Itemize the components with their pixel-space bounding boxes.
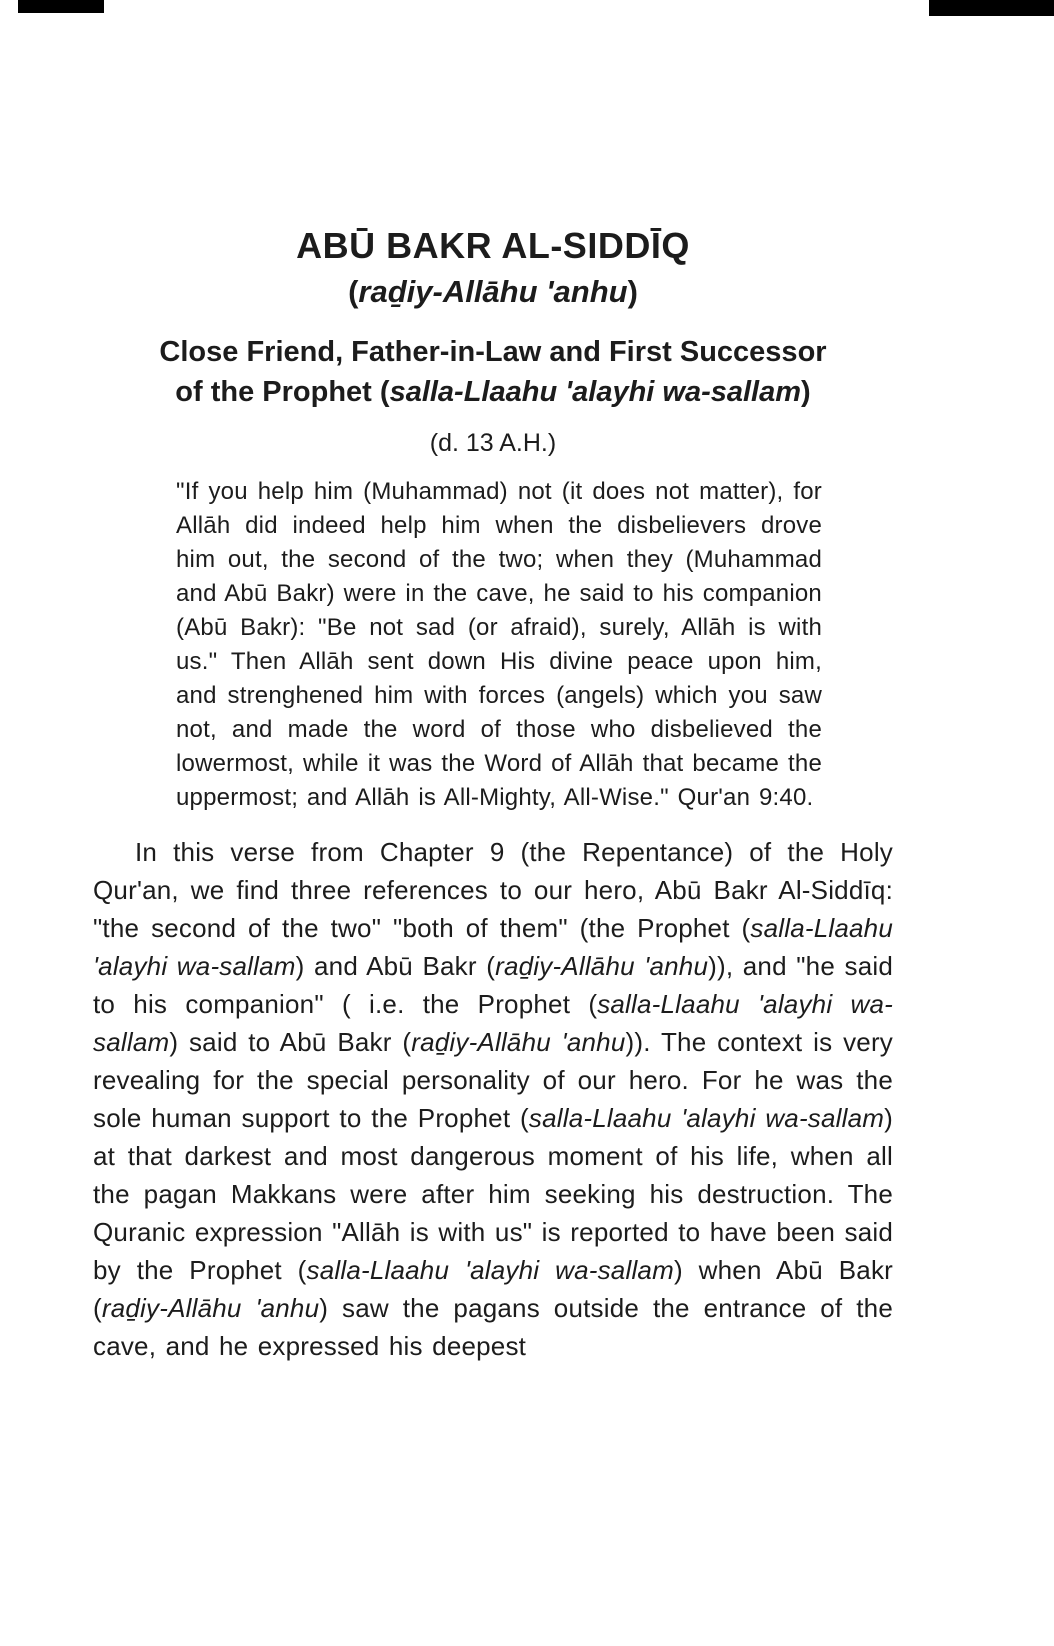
body-paragraph: In this verse from Chapter 9 (the Repentance) of the Holy Qur'an, we find three references to our hero, Abū Bakr Al-Siddīq: "the second of the two" "both of them" (the Prophet (salla-Llaahu 'alayhi wa-sallam) and Abū Bakr (raḏiy-Allāhu 'anhu)), and "he said to his companion" ( i.e. the Prophet (salla-Llaahu 'alayhi wa-sallam) said to Abū Bakr (raḏiy-Allāhu 'anhu)). The context is very revealing for the special personality of our hero. For he was the sole human support to the Prophet (salla-Llaahu 'alayhi wa-sallam) at that darkest and most dangerous moment of his life, when all the pagan Makkans were after him seeking his destruction. The Quranic expression "Allāh is with us" is reported to have been said by the Prophet (salla-Llaahu 'alayhi wa-sallam) when Abū Bakr (raḏiy-Allāhu 'anhu) saw the pagans outside the entrance of the cave, and he expressed his deepest [93,836,894,1361]
heading-line-1: Close Friend, Father-in-Law and First Successor [159,335,827,368]
chapter-heading [93,332,893,412]
quran-quote: "If you help him (Muhammad) not (it does not matter), for Allāh did indeed help him when the disbelievers drove him out, the second of the two; when they (Muhammad and Abū Bakr) were in the cave, he said to his companion (Abū Bakr): "Be not sad (or afraid), surely, Allāh is with us." Then Allāh sent down His divine peace upon him, and strenghened him with forces (angels) which you saw not, and made the word of those who disbelieved the lowermost, while it was the Word of Allāh that became the uppermost; and Allāh is All-Mighty, All-Wise." Qur'an 9:40. [176,477,822,811]
heading-line-2: of the Prophet (salla-Llaahu 'alayhi wa-sallam) [175,375,811,408]
chapter-subtitle: (raḏiy-Allāhu 'anhu) [348,274,638,310]
scan-artifact-top-left [18,0,104,13]
scan-artifact-top-right [929,0,1054,16]
chapter-title: ABŪ BAKR AL-SIDDĪQ [296,225,690,266]
death-date: (d. 13 A.H.) [429,428,557,457]
page-content [93,224,893,1365]
